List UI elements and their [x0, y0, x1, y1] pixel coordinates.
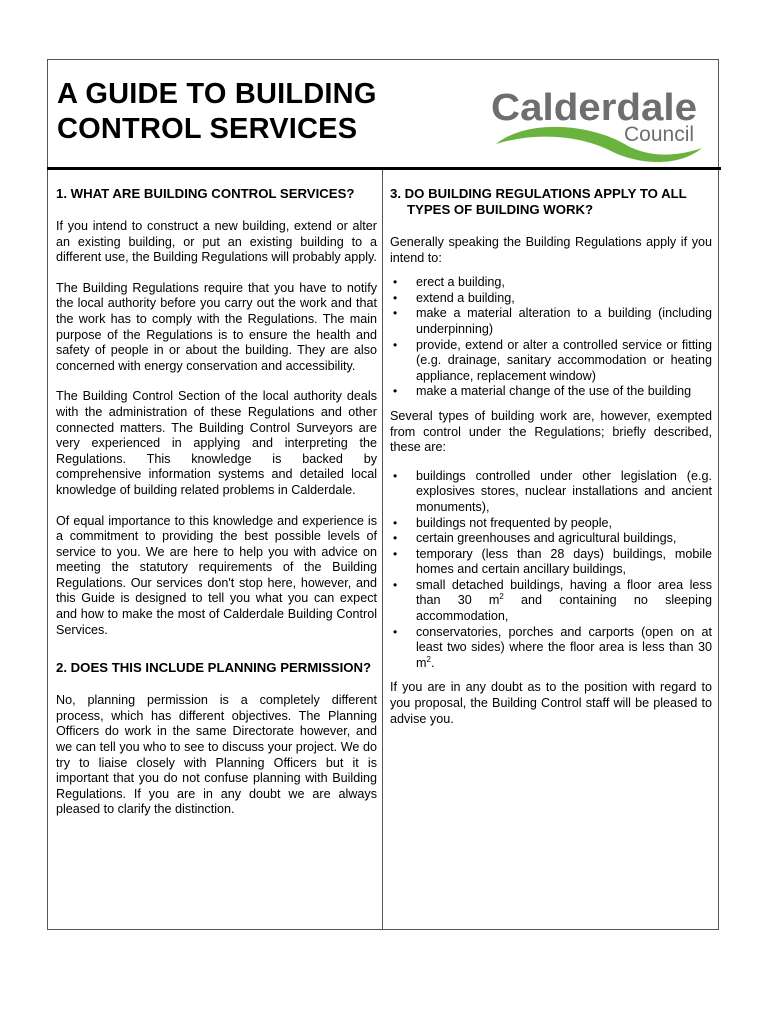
list-item-text: . — [430, 655, 435, 670]
list-item-text: and containing no sleeping accommodation, — [416, 593, 712, 624]
list-item: • make a material change of the use of the building — [390, 384, 712, 400]
logo-word: Calderdale — [491, 87, 697, 129]
calderdale-council-logo — [488, 76, 708, 162]
exempt-list — [390, 469, 712, 672]
list-item-text: conservatories, porches and carports (open on at least two sides) where the floor area is less than 30 m — [416, 624, 712, 670]
list-item — [390, 578, 712, 625]
exempt-intro: Several types of building work are, however, exempted from control under the Regulations; briefly described, these are: — [390, 408, 712, 455]
list-item: • temporary (less than 28 days) buildings, mobile homes and certain ancillary buildings, — [390, 547, 712, 578]
logo-sub: Council — [624, 123, 695, 146]
list-item: • buildings controlled under other legislation (e.g. explosives stores, nuclear installations and ancient monuments), — [390, 469, 712, 516]
closing-paragraph: If you are in any doubt as to the position with regard to you proposal, the Building Control staff will be pleased to advise you. — [390, 680, 712, 726]
section-1-paragraph-3: The Building Control Section of the local authority deals with the administration of these Regulations and other connected matters. The Building Control Surveyors are very experienced in applying and interpreting the Regulations. This knowledge is backed by comprehensive information systems and detailed local knowledge of building related problems in Calderdale. — [56, 389, 377, 497]
right-column — [390, 186, 712, 736]
section-3-intro: Generally speaking the Building Regulations apply if you intend to: — [390, 235, 712, 265]
section-1-heading: 1. WHAT ARE BUILDING CONTROL SERVICES? — [56, 186, 355, 201]
section-1-paragraph-4: Of equal importance to this knowledge and experience is a commitment to providing the best possible levels of service to you. We are here to help you with advice on meeting the statutory requirements of the Building Regulations. Our services don't stop here, however, and this Guide is designed to tell you what you can expect and how to make the most of Calderdale Building Control Services. — [56, 513, 377, 637]
left-column — [56, 186, 377, 833]
apply-list — [390, 275, 712, 400]
superscript: 2 — [499, 592, 504, 602]
header — [48, 60, 718, 167]
list-item: • erect a building, — [390, 275, 712, 291]
section-1-paragraph-1: If you intend to construct a new building, extend or alter an existing building, or put an existing building to a different use, the Building Regulations will probably apply. — [56, 219, 377, 265]
section-3-heading: 3. DO BUILDING REGULATIONS APPLY TO ALL TYPES OF BUILDING WORK? — [390, 186, 687, 217]
title-line-2: CONTROL SERVICES — [57, 113, 358, 145]
list-item-text: small detached buildings, having a floor area less than 30 m — [416, 577, 712, 608]
page-frame — [47, 59, 719, 930]
superscript: 2 — [426, 654, 431, 664]
section-1-paragraph-2: The Building Regulations require that you have to notify the local authority before you carry out the work and that the work has to comply with the Regulations. The main purpose of the Regulations is to ensure the health and safety of people in or about the building. They are also concerned with energy conservation and accessibility. — [56, 280, 377, 373]
column-divider — [382, 170, 383, 929]
title-line-1: A GUIDE TO BUILDING — [57, 78, 377, 110]
list-item: • extend a building, — [390, 291, 712, 307]
list-item: • provide, extend or alter a controlled service or fitting (e.g. drainage, sanitary accommodation or heating appliance, replacement window) — [390, 338, 712, 385]
section-2-paragraph-1: No, planning permission is a completely different process, which has different objectives. The Planning Officers do work in the same Directorate however, and we can tell you who to see to discuss your project. We do try to liaise closely with Planning Officers but it is important that you do not confuse planning with Building Regulations. If you are in any doubt we are always pleased to clarify the distinction. — [56, 693, 377, 817]
list-item: • make a material alteration to a building (including underpinning) — [390, 306, 712, 337]
list-item: • certain greenhouses and agricultural buildings, — [390, 531, 712, 547]
page-title — [57, 77, 377, 147]
header-divider — [47, 167, 721, 170]
list-item: • buildings not frequented by people, — [390, 516, 712, 532]
section-2-heading: 2. DOES THIS INCLUDE PLANNING PERMISSION? — [56, 660, 372, 676]
list-item — [390, 625, 712, 672]
